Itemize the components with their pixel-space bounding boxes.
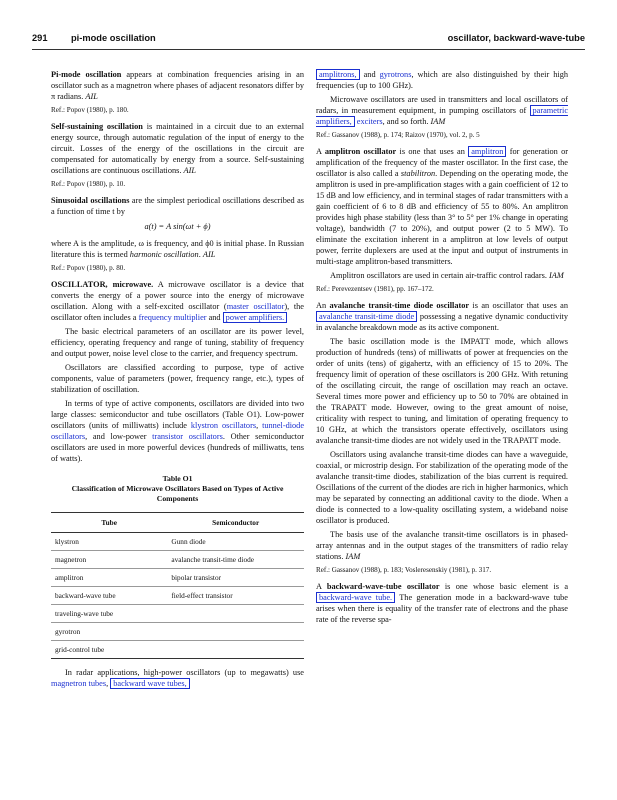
table-cell: backward-wave tube bbox=[51, 587, 167, 605]
column-header-semiconductor: Semiconductor bbox=[167, 513, 304, 533]
oscillator-classification-table bbox=[51, 512, 304, 659]
table-row bbox=[51, 623, 304, 641]
link-backward-wave-tubes[interactable]: backward wave tubes, bbox=[110, 678, 190, 689]
link-amplitrons[interactable]: amplitrons, bbox=[316, 69, 360, 80]
paragraph: Oscillators are classified according to purpose, type of active components, value of parameters (power, frequency range, etc.), types of stabilization of oscillation. bbox=[51, 363, 304, 394]
page-header bbox=[32, 33, 585, 47]
paragraph: The basic oscillation mode is the IMPATT mode, which allows production of hundreds (tens) of milliwatts of power at frequencies on the order of units (tens) of gigahertz, with an efficiency of 15 to 20%. The frequency limit of operation of these oscillators is 200 GHz. With retuning of the oscillating circuit, the range of oscillation may reach an octave. Several times more power and efficiency up to 50 to 70% are obtained in the TRAPATT mode. However, owing to the great amount of noise, criticality with respect to tuning, and limitation of operating frequency to 10 GHz, at which the transistors operate effectively, oscillators using avalanche transit-time diodes are not widely used in the TRAPATT mode. bbox=[316, 337, 568, 445]
paragraph: In radar applications, high-power oscillators (up to megawatts) use magnetron tubes, backward wave tubes, bbox=[51, 668, 304, 688]
page-number: 291 bbox=[32, 33, 48, 43]
link-gyrotrons[interactable]: gyrotrons bbox=[379, 70, 412, 79]
table-number: Table O1 bbox=[162, 474, 193, 483]
link-magnetron-tubes[interactable]: magnetron tubes bbox=[51, 679, 107, 688]
header-left-title: pi-mode oscillation bbox=[71, 33, 156, 43]
author-initials: AIL bbox=[202, 250, 216, 259]
table-header-row bbox=[51, 513, 304, 533]
table-cell: grid-control tube bbox=[51, 641, 167, 659]
term-self-sustaining: Self-sustaining oscillation bbox=[51, 122, 143, 131]
entry-sinusoidal: Sinusoidal oscillations are the simplest periodical oscillations described as a function of time t by bbox=[51, 196, 305, 216]
term-avalanche-oscillator: avalanche transit-time diode oscillator bbox=[329, 301, 470, 310]
reference: Ref.: Popov (1980), p. 10. bbox=[51, 180, 126, 188]
author-initials: IAM bbox=[430, 117, 446, 126]
table-row bbox=[51, 533, 304, 551]
link-master-oscillator[interactable]: master oscillator bbox=[226, 302, 285, 311]
table-row bbox=[51, 551, 304, 569]
paragraph: Oscillators using avalanche transit-time diodes can have a waveguide, coaxial, or microstrip design. For stabilization of the operating mode of the avalanche transit-time diodes, stabilization of the bias current is required. Oscillations of the current of the diodes are rich in higher harmonics, which may be separated by connecting an additional cavity to the diode. When a diode is connected to a low-quality oscillating system, a wideband noise oscillator is produced. bbox=[316, 450, 568, 525]
term-pi-mode: Pi-mode oscillation bbox=[51, 70, 122, 79]
entry-amplitron-oscillator: A amplitron oscillator is one that uses an amplitron for generation or amplification of the frequency of the master oscillator. In the first case, the oscillator is also called a stabilitron. Depending on the operating mode, the amplitron is used in pre-amplification stages with a gain coefficient of 12 to 15 dB and low efficiency, and in terminal stages of radar transmitters with a gain coefficient of 6 to 8 dB and efficiency of 55 to 80%. An amplitron provides high phase stability (less than 3° to 5° per 1% change in operating voltage), bandwidth (7 to 20%), and output power (2 to 5 MW). To eliminate the excitation inherent in a amplitron at low levels of output power, ferrite duplexers are used at the input and output of instruments in multi-stage amplitron-based transmitters. bbox=[316, 147, 568, 266]
link-backward-wave-tube[interactable]: backward-wave tube. bbox=[316, 592, 395, 603]
paragraph: The basic electrical parameters of an oscillator are its power level, efficiency, operating frequency and range of tuning, stability of frequency and output power, noise level close to the carrier, and frequency spectrum. bbox=[51, 327, 304, 358]
link-power-amplifiers[interactable]: power amplifiers. bbox=[223, 312, 288, 323]
paragraph: The basis use of the avalanche transit-time oscillators is in phased-array antennas and in the output stages of the transmitters of radio relay stations. IAM bbox=[316, 530, 568, 561]
table-row bbox=[51, 569, 304, 587]
table-cell: traveling-wave tube bbox=[51, 605, 167, 623]
entry-self-sustaining: Self-sustaining oscillation is maintained in a circuit due to an external energy source, through automatic regulation of the input of energy to the circuit. Losses of the energy of the oscillations in the circuit are compensated for automatically by energy from a source. Self-sustaining oscillations are continuous oscillations. AIL bbox=[51, 122, 305, 175]
right-column bbox=[316, 69, 568, 628]
reference: Ref.: Perevezentsev (1981), pp. 167–172. bbox=[316, 285, 434, 293]
paragraph: amplitrons, and gyrotrons, which are also distinguished by their high frequencies (up to 100 GHz). bbox=[316, 70, 568, 90]
paragraph: Microwave oscillators are used in transmitters and local oscillators of radars, in measurement equipment, in pumping oscillators of parametric amplifiers, exciters, and so forth. IAM bbox=[316, 95, 568, 126]
table-title: Classification of Microwave Oscillators Based on Types of Active Components bbox=[71, 484, 284, 503]
table-cell: gyrotron bbox=[51, 623, 167, 641]
term-sinusoidal: Sinusoidal oscillations bbox=[51, 196, 130, 205]
table-row bbox=[51, 587, 304, 605]
table-cell bbox=[167, 623, 304, 641]
formula: a(t) = A sin(ωt + ϕ) bbox=[144, 222, 211, 231]
table-cell: Gunn diode bbox=[167, 533, 304, 551]
header-rule bbox=[32, 49, 585, 50]
link-tunnel-diode-oscillators[interactable]: tunnel-diode oscillators bbox=[51, 421, 305, 441]
table-cell: avalanche transit-time diode bbox=[167, 551, 304, 569]
entry-backward-wave-tube-oscillator: A backward-wave-tube oscillator is one whose basic element is a backward-wave tube. The generation mode in a backward-wave tube arises when there is equality of the transfer rate of electrons and the phase rate of the reverse spa- bbox=[316, 582, 568, 624]
paragraph: In terms of type of active components, oscillators are divided into two large classes: semiconductor and tube oscillators (Table O1). Low-power oscillators (units of milliwatts) include klystron oscillators, tunnel-diode oscillators, and low-power transistor oscillators. Other semiconductor oscillators are used in more powerful devices (hundreds of milliwatts, tens of watts). bbox=[51, 399, 305, 463]
author-initials: AIL bbox=[85, 92, 98, 101]
table-cell bbox=[167, 641, 304, 659]
reference: Ref.: Gassanov (1988), p. 183; Vosleresenskiy (1981), p. 317. bbox=[316, 566, 492, 574]
entry-avalanche-oscillator: An avalanche transit-time diode oscillator is an oscillator that uses an avalanche transit-time diode possessing a negative dynamic conductivity in avalanche breakdown mode as its active component. bbox=[316, 301, 569, 332]
spacer bbox=[51, 659, 304, 667]
author-initials: AIL bbox=[183, 166, 196, 175]
table-cell: amplitron bbox=[51, 569, 167, 587]
header-right-title: oscillator, backward-wave-tube bbox=[447, 33, 585, 43]
table-row bbox=[51, 641, 304, 659]
link-amplitron[interactable]: amplitron bbox=[468, 146, 506, 157]
reference: Ref.: Popov (1980), p. 180. bbox=[51, 106, 129, 114]
table-row bbox=[51, 605, 304, 623]
table-cell: bipolar transistor bbox=[167, 569, 304, 587]
table-cell: field-effect transistor bbox=[167, 587, 304, 605]
table-cell bbox=[167, 605, 304, 623]
reference: Ref.: Popov (1980), p. 80. bbox=[51, 264, 126, 272]
column-header-tube: Tube bbox=[51, 513, 167, 533]
reference: Ref.: Gassanov (1988), p. 174; Raizov (1970), vol. 2, p. 5 bbox=[316, 131, 480, 139]
link-parametric-amplifiers[interactable]: parametric amplifiers, bbox=[316, 106, 568, 126]
link-frequency-multiplier[interactable]: frequency multiplier bbox=[138, 313, 207, 322]
term-amplitron-oscillator: amplitron oscillator bbox=[324, 147, 397, 156]
entry-sinusoidal-where: where A is the amplitude, ω is frequency, and ϕ0 is initial phase. In Russian literature this is termed harmonic oscillation. AIL bbox=[51, 239, 304, 259]
paragraph: Amplitron oscillators are used in certain air-traffic control radars. IAM bbox=[330, 271, 564, 280]
table-cell: klystron bbox=[51, 533, 167, 551]
table-caption bbox=[51, 474, 304, 504]
term-backward-wave-tube-oscillator: backward-wave-tube oscillator bbox=[326, 582, 440, 591]
table-cell: magnetron bbox=[51, 551, 167, 569]
entry-oscillator: OSCILLATOR, microwave. A microwave oscillator is a device that converts the energy of a power source into the energy of microwave oscillation. Along with a self-excited oscillator (master oscillator), the oscillator often includes a frequency multiplier and power amplifiers. bbox=[51, 280, 304, 322]
link-klystron-oscillators[interactable]: klystron oscillators bbox=[190, 421, 257, 430]
author-initials: IAM bbox=[549, 271, 564, 280]
link-avalanche-transit-time-diode[interactable]: avalanche transit-time diode bbox=[316, 311, 417, 322]
link-transistor-oscillators[interactable]: transistor oscillators bbox=[152, 432, 223, 441]
left-column bbox=[51, 69, 304, 692]
link-exciters[interactable]: exciters bbox=[356, 117, 383, 126]
term-oscillator: OSCILLATOR, microwave. bbox=[51, 280, 154, 289]
author-initials: IAM bbox=[345, 552, 361, 561]
entry-pi-mode: Pi-mode oscillation appears at combination frequencies arising in an oscillator such as a magnetron where phases of adjacent resonators differ by π radians. AIL bbox=[51, 70, 304, 101]
